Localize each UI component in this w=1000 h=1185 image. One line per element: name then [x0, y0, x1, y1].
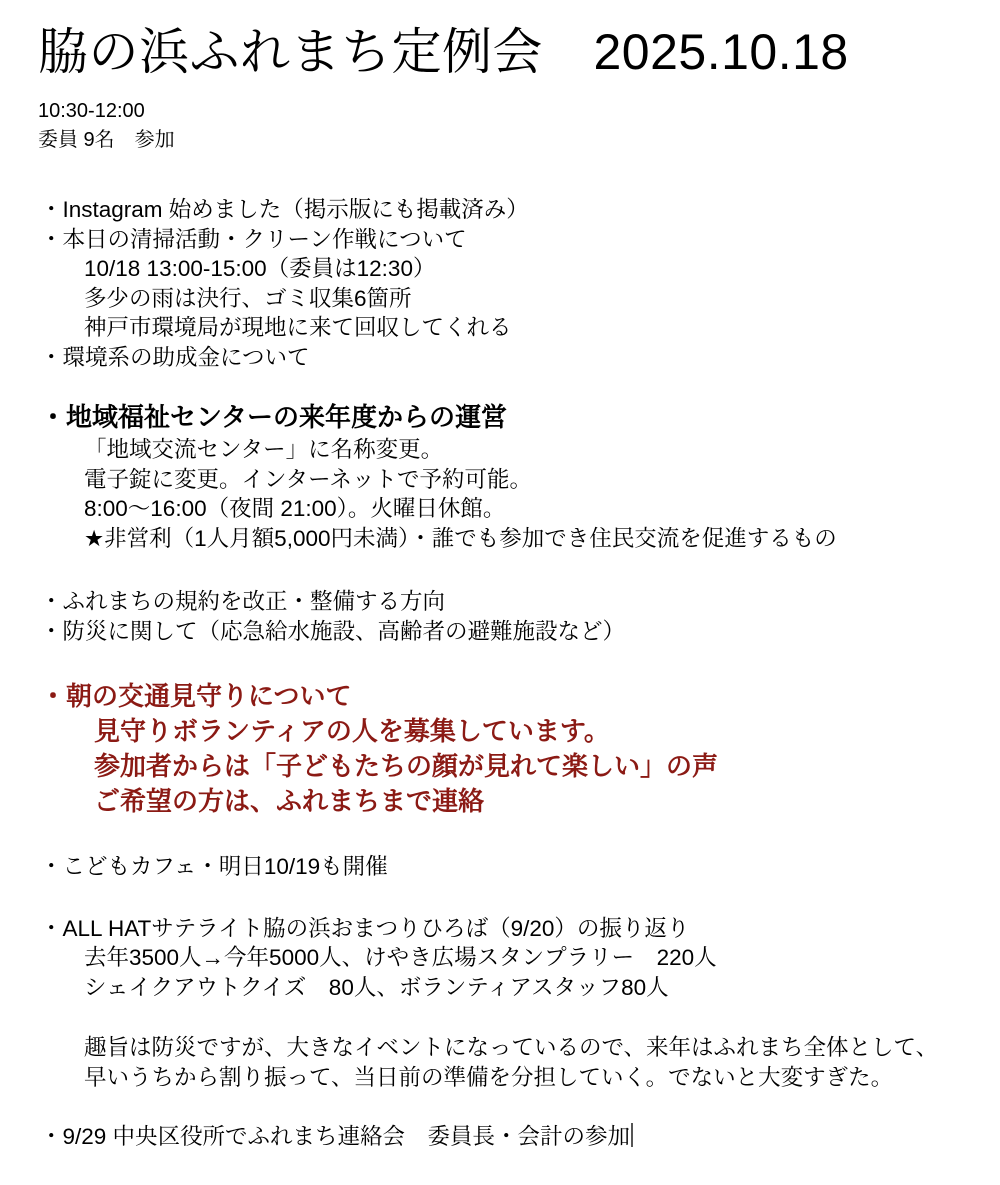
line-text: 電子錠に変更。インターネットで予約可能。	[84, 466, 532, 492]
line-text: 多少の雨は決行、ゴミ収集6箇所	[84, 285, 412, 311]
line-text: 参加者からは「子どもたちの顔が見れて楽しい」の声	[94, 751, 719, 781]
text-line	[40, 617, 970, 647]
text-cursor	[631, 1123, 633, 1147]
line-text: 10/18 13:00-15:00（委員は12:30）	[84, 256, 436, 281]
text-line	[40, 1122, 970, 1152]
text-line	[84, 284, 970, 314]
line-text: 見守りボランティアの人を募集しています。	[94, 716, 610, 746]
section	[38, 399, 970, 553]
line-text: ★非営利（1人月額5,000円未満）・誰でも参加でき住民交流を促進するもの	[84, 525, 837, 551]
line-text: ・9/29 中央区役所でふれまち連絡会 委員長・会計の参加	[40, 1124, 631, 1149]
line-text: 早いうちから割り振って、当日前の準備を分担していく。でないと大変すぎた。	[84, 1064, 894, 1090]
line-text: ・環境系の助成金について	[40, 344, 310, 370]
line-text: 趣旨は防災ですが、大きなイベントになっているので、来年はふれまち全体として、	[84, 1035, 939, 1060]
meeting-meta	[38, 97, 970, 155]
text-line	[84, 435, 970, 465]
line-text: ご希望の方は、ふれまちまで連絡	[94, 786, 485, 816]
line-text: ・本日の清掃活動・クリーン作戦について	[40, 226, 467, 252]
line-text: シェイクアウトクイズ 80人、ボランティアスタッフ80人	[84, 974, 669, 1000]
line-text: ・ALL HATサテライト脇の浜おまつりひろば（9/20）の振り返り	[40, 915, 690, 941]
red-notice-line	[94, 784, 970, 819]
meeting-attendance: 委員 9名 参加	[38, 129, 175, 151]
text-line	[84, 1033, 970, 1063]
line-text: ・防災に関して（応急給水施設、高齢者の避難施設など）	[40, 618, 626, 644]
line-text: 去年3500人→今年5000人、けやき広場スタンプラリー 220人	[84, 945, 717, 970]
text-line	[40, 225, 970, 255]
section	[38, 587, 970, 646]
line-text: 8:00〜16:00（夜間 21:00）。火曜日休館。	[84, 496, 506, 521]
meeting-time: 10:30-12:00	[38, 100, 145, 122]
line-text: ・朝の交通見守りについて	[40, 681, 352, 711]
text-line	[84, 313, 970, 343]
line-text: ・地域福祉センターの来年度からの運営	[40, 402, 507, 432]
text-line	[40, 852, 970, 882]
section	[38, 1122, 970, 1152]
line-text: ・Instagram 始めました（掲示版にも掲載済み）	[40, 197, 529, 222]
text-line	[40, 914, 970, 944]
text-line	[84, 1063, 970, 1093]
text-line	[40, 195, 970, 225]
line-text: 神戸市環境局が現地に来て回収してくれる	[84, 315, 512, 340]
text-line	[40, 399, 970, 435]
text-line	[84, 973, 970, 1003]
text-line	[84, 254, 970, 284]
section	[38, 195, 970, 372]
section	[38, 679, 970, 819]
text-line	[84, 943, 970, 973]
text-line	[40, 587, 970, 617]
line-text: 「地域交流センター」に名称変更。	[84, 437, 444, 462]
red-notice-line	[94, 749, 970, 784]
red-notice-line	[40, 679, 970, 714]
section	[38, 852, 970, 882]
line-text: ・ふれまちの規約を改正・整備する方向	[40, 589, 446, 614]
red-notice-line	[94, 714, 970, 749]
section	[38, 914, 970, 1003]
text-line	[84, 465, 970, 495]
section	[38, 1033, 970, 1092]
text-line	[84, 494, 970, 524]
document-body	[38, 195, 970, 1152]
text-line	[84, 524, 970, 554]
text-line	[40, 343, 970, 373]
page-title: 脇の浜ふれまち定例会 2025.10.18	[38, 24, 849, 80]
line-text: ・こどもカフェ・明日10/19も開催	[40, 854, 388, 879]
